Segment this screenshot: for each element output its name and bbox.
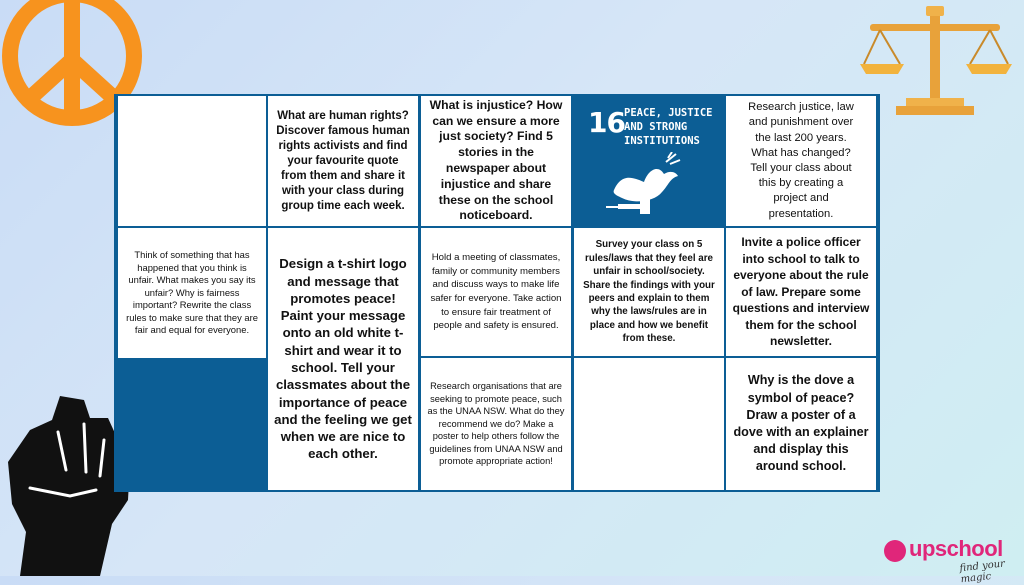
activity-tshirt: Design a t-shirt logo and message that promotes peace! Paint your message onto an old white t-shirt and wear it to school. Tell your classmates about the importance of peace and the feeling we get when we are nice to each other. (268, 228, 418, 490)
activity-injustice: What is injustice? How can we ensure a more just society? Find 5 stories in the newspaper about injustice and share these on the school noticeboard. (421, 96, 571, 226)
activity-research-organisations: Research organisations that are seeking to promote peace, such as the UNAA NSW. What do they recommend we do? Make a poster to help others follow the guidelines from UNAA NSW and promote appropriate action! (421, 358, 571, 490)
sdg-title: PEACE, JUSTICE AND STRONG INSTITUTIONS (624, 107, 713, 147)
activity-research-justice: Research justice, law and punishment over the last 200 years. What has changed? Tell your class about this by creating a project and presentation. (726, 96, 876, 226)
activity-rules-survey: Survey your class on 5 rules/laws that they feel are unfair in school/society. Share the findings with your peers and explain to them why the laws/rules are in place and how we benefit from these. (574, 228, 724, 356)
sdg-number: 16 (588, 106, 625, 139)
activity-police-visit: Invite a police officer into school to talk to everyone about the rule of law. Prepare some questions and interview them for the school newsletter. (726, 228, 876, 356)
activity-fairness: Think of something that has happened that you think is unfair. What makes you say its unfair? Why is fairness important? Rewrite the class rules to make sure that they are fair and equal for everyone. (118, 228, 266, 358)
activity-dove-poster: Why is the dove a symbol of peace? Draw a poster of a dove with an explainer and display this around school. (726, 358, 876, 490)
activity-human-rights: What are human rights? Discover famous human rights activists and find your favourite quote from them and share it with your class during group time each week. (268, 96, 418, 226)
upschool-logo-mark-icon (884, 540, 906, 562)
dove-gavel-icon (604, 152, 690, 218)
upschool-logo[interactable] (882, 536, 1022, 585)
logo-tagline: find your magic (959, 558, 1006, 585)
blue-cell (118, 360, 266, 490)
raised-fist-icon (0, 392, 132, 576)
blank-cell (118, 96, 266, 226)
blank-cell (574, 358, 724, 490)
activity-board (114, 94, 880, 492)
activity-safety-meeting: Hold a meeting of classmates, family or community members and discuss ways to make life safer for everyone. Take action to ensure fair treatment of people and safety is ensured. (421, 228, 571, 356)
sdg-16-tile (574, 96, 724, 226)
logo-text: upschool (909, 536, 1003, 561)
